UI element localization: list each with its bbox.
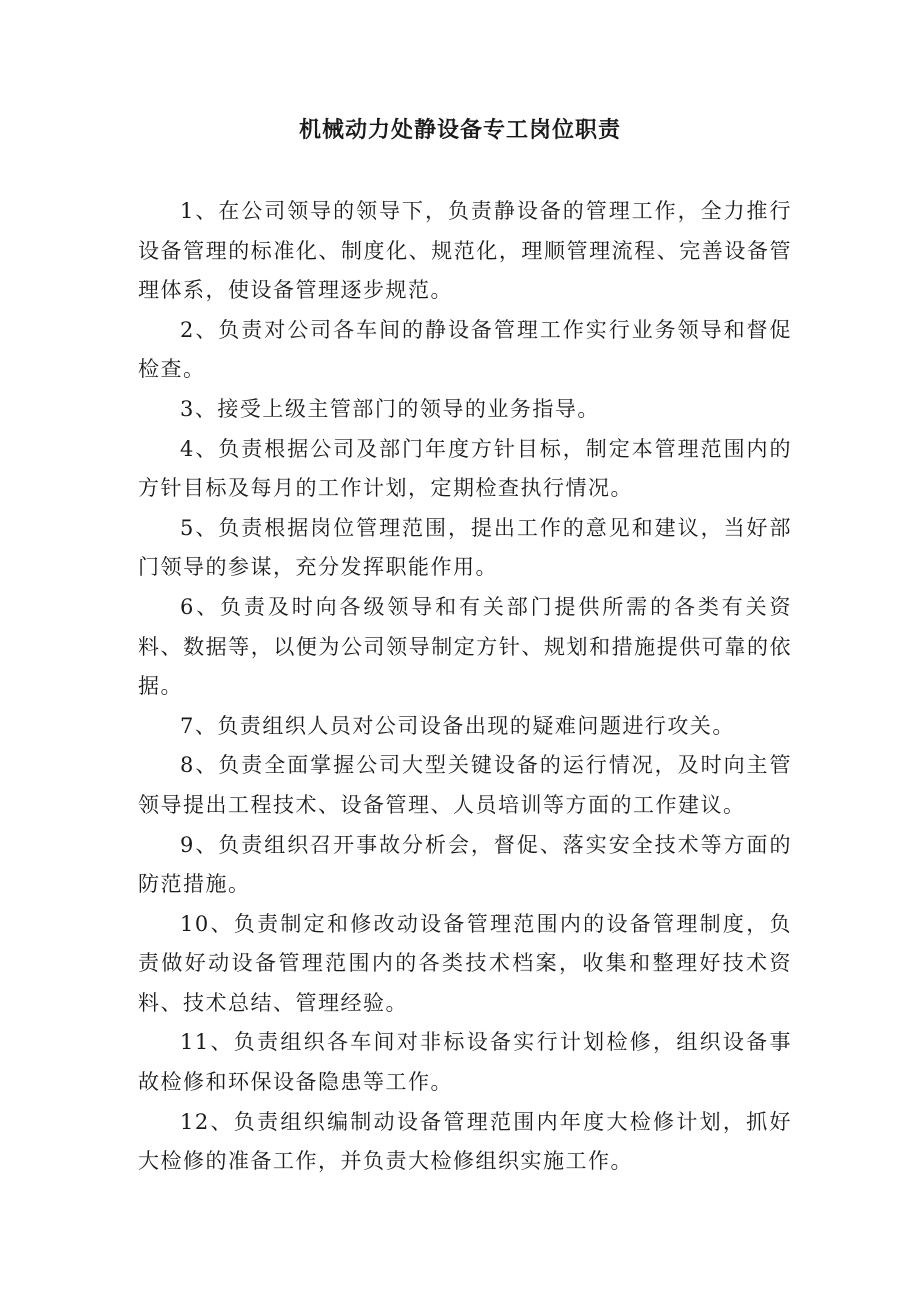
document-title: 机械动力处静设备专工岗位职责 bbox=[298, 118, 621, 143]
duty-item-8: 8、负责全面掌握公司大型关键设备的运行情况，及时向主管领导提出工程技术、设备管理、人员培训等方面的工作建议。 bbox=[138, 753, 792, 817]
document-body bbox=[138, 192, 792, 1182]
duty-item-2: 2、负责对公司各车间的静设备管理工作实行业务领导和督促检查。 bbox=[138, 317, 792, 382]
duty-item-6: 6、负责及时向各级领导和有关部门提供所需的各类有关资料、数据等，以便为公司领导制定方针、规划和措施提供可靠的依据。 bbox=[138, 594, 792, 699]
duty-item-3: 3、接受上级主管部门的领导的业务指导。 bbox=[180, 396, 600, 421]
duty-item-11: 11、负责组织各车间对非标设备实行计划检修，组织设备事故检修和环保设备隐患等工作。 bbox=[138, 1030, 792, 1095]
duty-item-7: 7、负责组织人员对公司设备出现的疑难问题进行攻关。 bbox=[180, 713, 735, 738]
duty-item-4: 4、负责根据公司及部门年度方针目标，制定本管理范围内的方针目标及每月的工作计划，定期检查执行情况。 bbox=[138, 436, 792, 501]
duty-item-9: 9、负责组织召开事故分析会，督促、落实安全技术等方面的防范措施。 bbox=[138, 832, 792, 897]
duty-item-10: 10、负责制定和修改动设备管理范围内的设备管理制度，负责做好动设备管理范围内的各类技术档案，收集和整理好技术资料、技术总结、管理经验。 bbox=[138, 911, 792, 1015]
duty-item-12: 12、负责组织编制动设备管理范围内年度大检修计划，抓好大检修的准备工作，并负责大检修组织实施工作。 bbox=[138, 1109, 792, 1174]
duty-item-1: 1、在公司领导的领导下，负责静设备的管理工作，全力推行设备管理的标准化、制度化、规范化，理顺管理流程、完善设备管理体系，使设备管理逐步规范。 bbox=[138, 199, 792, 303]
duty-item-5: 5、负责根据岗位管理范围，提出工作的意见和建议，当好部门领导的参谋，充分发挥职能作用。 bbox=[138, 515, 792, 580]
